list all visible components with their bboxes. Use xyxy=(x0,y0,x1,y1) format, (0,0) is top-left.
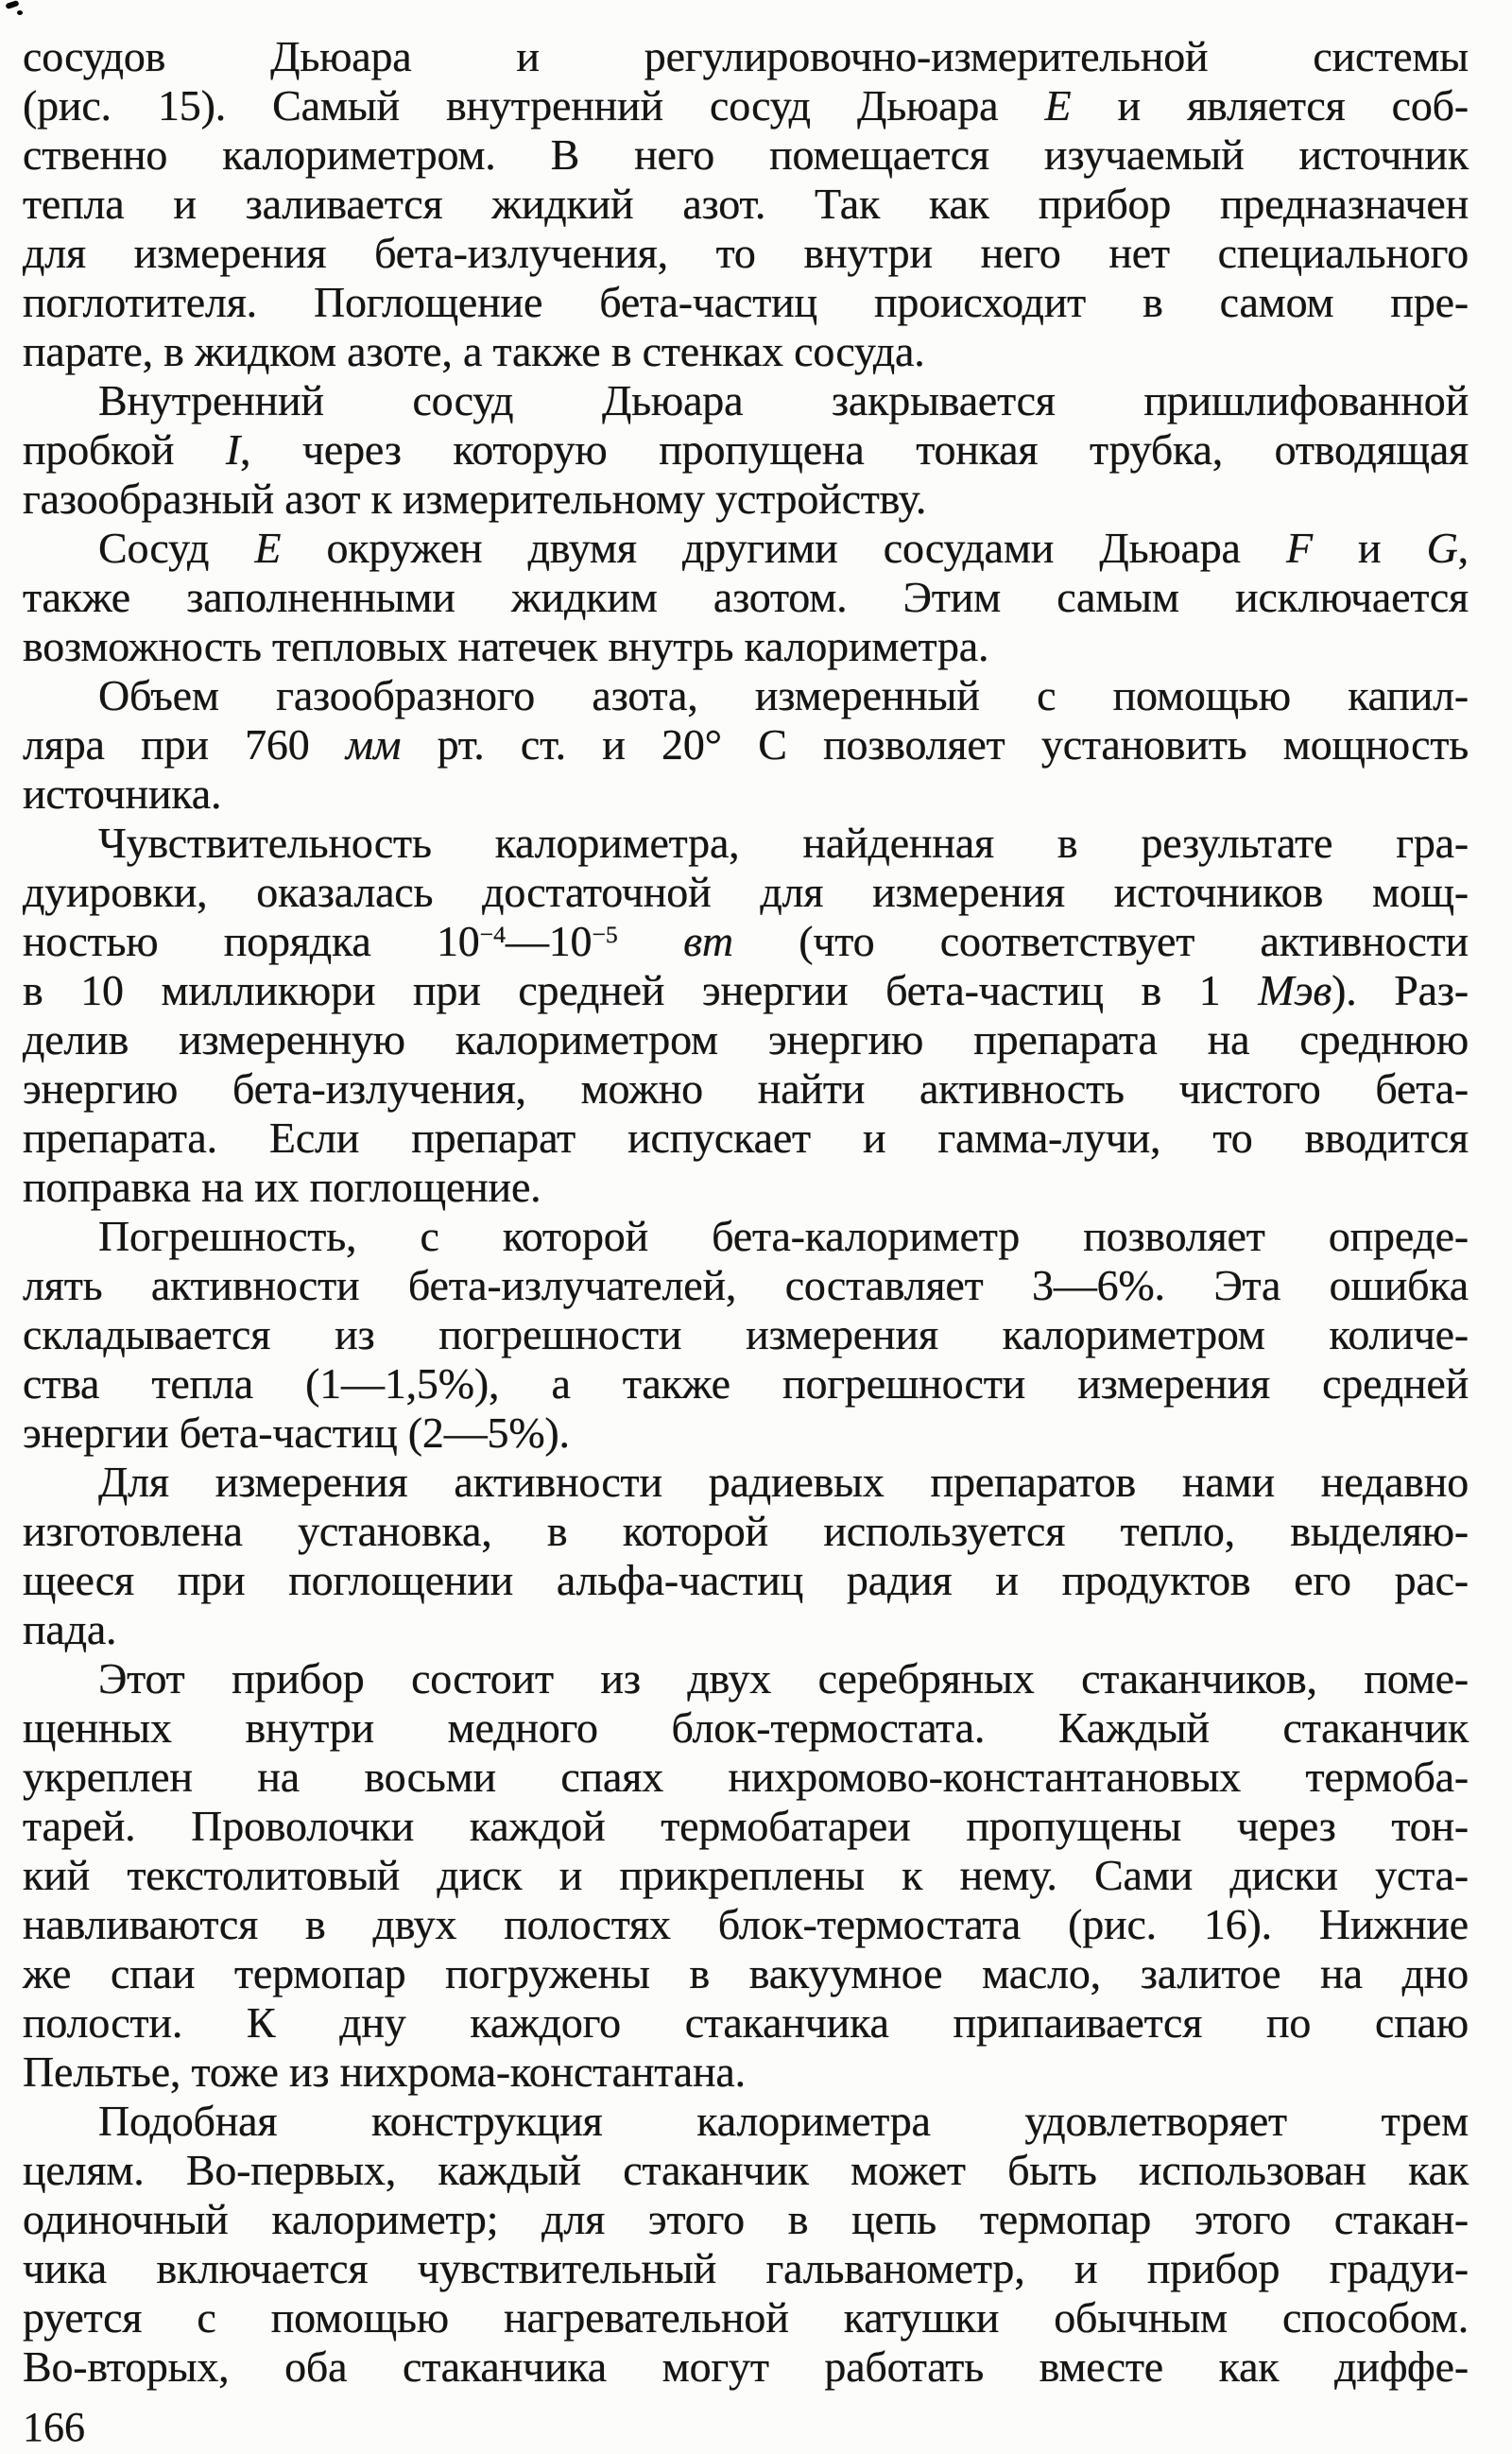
scan-speck xyxy=(17,10,23,15)
text-line: газообразный азот к измерительному устройству. xyxy=(23,475,927,523)
text-line: энергии бета-частиц (2—5%). xyxy=(23,1408,570,1457)
text-line: ства тепла (1—1,5%), а также погрешности измерения средней xyxy=(23,1359,1469,1408)
scan-speck xyxy=(5,0,19,9)
text-line: источника. xyxy=(23,769,222,818)
text-line: Погрешность, с которой бета-калориметр позволяет опреде- xyxy=(98,1212,1469,1260)
text-line: поправка на их поглощение. xyxy=(23,1163,541,1211)
text-line: полости. К дну каждого стаканчика припаивается по спаю xyxy=(23,1998,1469,2047)
text-line: препарата. Если препарат испускает и гамма-лучи, то вводится xyxy=(23,1114,1469,1162)
text-line: кий текстолитовый диск и прикреплены к нему. Сами диски уста- xyxy=(23,1851,1469,1899)
text-line: для измерения бета-излучения, то внутри него нет специального xyxy=(23,229,1469,277)
text-line: Этот прибор состоит из двух серебряных стаканчиков, поме- xyxy=(98,1654,1469,1702)
text-line: Чувствительность калориметра, найденная в результате гра- xyxy=(98,819,1469,867)
text-line: ляра при 760 мм рт. ст. и 20° С позволяет установить мощность xyxy=(23,720,1469,769)
text-line: чика включается чувствительный гальванометр, и прибор градуи- xyxy=(23,2244,1469,2292)
text-line: Сосуд E окружен двумя другими сосудами Дьюара F и G, xyxy=(98,524,1469,572)
text-line: сосудов Дьюара и регулировочно-измерительной системы xyxy=(23,32,1469,80)
text-line: ностью порядка $10^{-4}—10^{-5}$ вт (что соответствует активности xyxy=(23,917,1469,965)
text-line: укреплен на восьми спаях нихромово-константановых термоба- xyxy=(23,1753,1469,1801)
text-line: Во-вторых, оба стаканчика могут работать вместе как диффе- xyxy=(23,2342,1469,2391)
text-line: Внутренний сосуд Дьюара закрывается пришлифованной xyxy=(98,376,1469,424)
text-line: ственно калориметром. В него помещается изучаемый источник xyxy=(23,130,1469,179)
text-line: лять активности бета-излучателей, составляет 3—6%. Эта ошибка xyxy=(23,1261,1469,1309)
text-line: изготовлена установка, в которой используется тепло, выделяю- xyxy=(23,1507,1469,1555)
text-line: (рис. 15). Самый внутренний сосуд Дьюара E и является соб- xyxy=(23,81,1469,130)
text-line: Пельтье, тоже из нихрома-константана. xyxy=(23,2048,746,2096)
text-line: в 10 милликюри при средней энергии бета-частиц в 1 Мэв). Раз- xyxy=(23,966,1469,1014)
text-line: щееся при поглощении альфа-частиц радия и продуктов его рас- xyxy=(23,1556,1469,1604)
text-line: парате, в жидком азоте, а также в стенках сосуда. xyxy=(23,327,925,375)
text-line: Объем газообразного азота, измеренный с помощью капил- xyxy=(98,671,1469,719)
text-line: Подобная конструкция калориметра удовлетворяет трем xyxy=(98,2097,1469,2145)
text-line: навливаются в двух полостях блок-термостата (рис. 16). Нижние xyxy=(23,1900,1469,1948)
text-line: пробкой I, через которую пропущена тонкая трубка, отводящая xyxy=(23,425,1469,474)
text-line: возможность тепловых натечек внутрь калориметра. xyxy=(23,622,989,670)
text-line: щенных внутри медного блок-термостата. Каждый стаканчик xyxy=(23,1703,1469,1752)
text-block xyxy=(23,32,1469,2392)
text-line: энергию бета-излучения, можно найти активность чистого бета- xyxy=(23,1064,1469,1113)
text-line: делив измеренную калориметром энергию препарата на среднюю xyxy=(23,1015,1469,1063)
text-line: руется с помощью нагревательной катушки обычным способом. xyxy=(23,2293,1469,2342)
text-line: тарей. Проволочки каждой термобатареи пропущены через тон- xyxy=(23,1802,1469,1850)
text-line: пада. xyxy=(23,1605,117,1653)
text-line: также заполненными жидким азотом. Этим самым исключается xyxy=(23,573,1469,621)
text-line: дуировки, оказалась достаточной для измерения источников мощ- xyxy=(23,868,1469,916)
text-line: тепла и заливается жидкий азот. Так как прибор предназначен xyxy=(23,180,1469,228)
text-line: складывается из погрешности измерения калориметром количе- xyxy=(23,1310,1469,1358)
page-number: 166 xyxy=(23,2404,85,2450)
text-line: целям. Во-первых, каждый стаканчик может быть использован как xyxy=(23,2146,1469,2194)
text-line: Для измерения активности радиевых препаратов нами недавно xyxy=(98,1458,1469,1506)
text-line: же спаи термопар погружены в вакуумное масло, залитое на дно xyxy=(23,1949,1469,1997)
text-line: поглотителя. Поглощение бета-частиц происходит в самом пре- xyxy=(23,278,1469,326)
text-line: одиночный калориметр; для этого в цепь термопар этого стакан- xyxy=(23,2195,1469,2243)
